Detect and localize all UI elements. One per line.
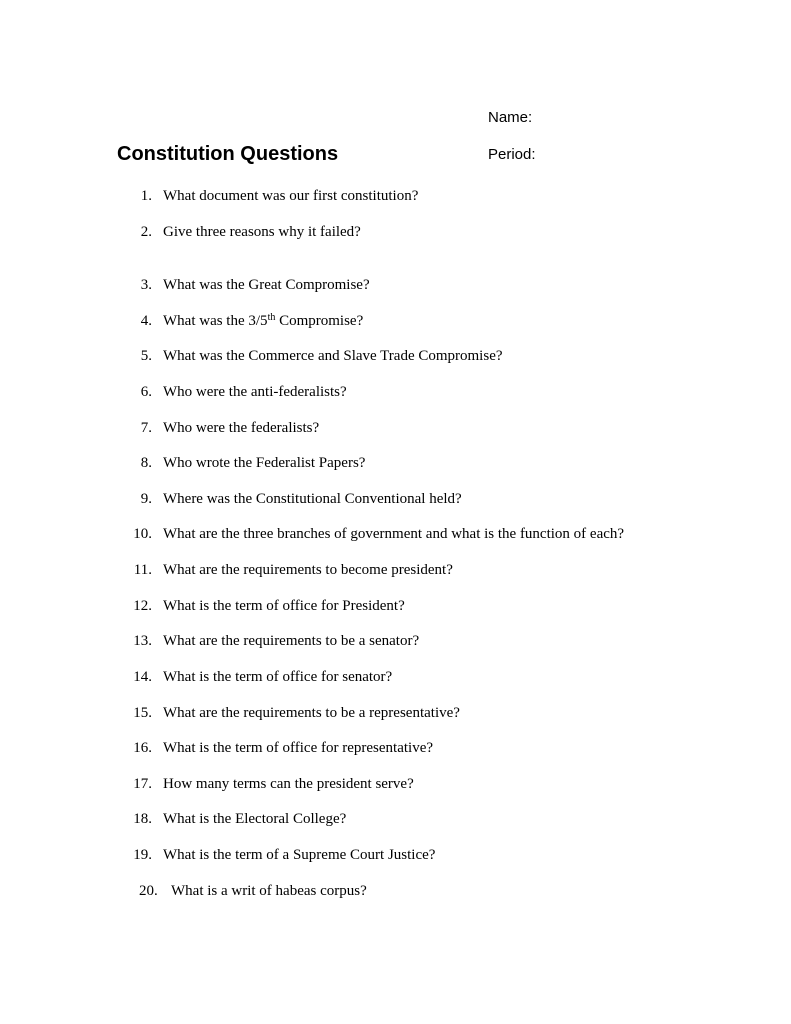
question-number: 14. — [133, 669, 152, 685]
question-text: Who wrote the Federalist Papers? — [163, 455, 366, 471]
page-title: Constitution Questions — [117, 143, 339, 165]
question-text: What are the three branches of government and what is the function of each? — [163, 526, 625, 542]
question-number: 20. — [139, 883, 158, 899]
question-text: Where was the Constitutional Conventional held? — [163, 491, 462, 507]
question-text: What are the requirements to be a representative? — [163, 705, 460, 721]
question-text: What is the term of a Supreme Court Justice? — [163, 847, 436, 863]
question-number: 18. — [133, 811, 152, 827]
question-number: 10. — [133, 526, 152, 542]
question-text: What is the term of office for President? — [163, 598, 405, 614]
question-text: What are the requirements to become president? — [163, 562, 453, 578]
question-text: What document was our first constitution? — [163, 188, 419, 204]
question-text: Give three reasons why it failed? — [163, 224, 361, 240]
question-number: 5. — [140, 348, 152, 364]
question-text: What are the requirements to be a senator? — [163, 633, 420, 649]
question-text: Who were the anti-federalists? — [163, 384, 347, 400]
question-number: 2. — [140, 224, 152, 240]
question-number: 17. — [133, 776, 152, 792]
question-number: 6. — [140, 384, 152, 400]
question-number: 19. — [133, 847, 152, 863]
question-number: 4. — [140, 313, 152, 329]
question-number: 1. — [140, 188, 152, 204]
question-text: What is the Electoral College? — [163, 811, 347, 827]
question-number: 3. — [140, 277, 152, 293]
question-text: What was the Great Compromise? — [163, 277, 370, 293]
superscript: th — [267, 312, 276, 323]
question-number: 9. — [140, 491, 152, 507]
question-number: 16. — [133, 740, 152, 756]
question-number: 12. — [133, 598, 152, 614]
question-text: What is a writ of habeas corpus? — [171, 883, 367, 899]
question-number: 8. — [140, 455, 152, 471]
question-number: 13. — [133, 633, 152, 649]
name-label: Name: — [488, 109, 533, 126]
question-text: What was the 3/5th Compromise? — [163, 312, 364, 329]
question-text: What was the Commerce and Slave Trade Compromise? — [163, 348, 503, 364]
question-text: What is the term of office for representative? — [163, 740, 434, 756]
question-text: What is the term of office for senator? — [163, 669, 393, 685]
question-number: 7. — [140, 420, 152, 436]
question-number: 11. — [133, 562, 152, 578]
question-text: Who were the federalists? — [163, 420, 320, 436]
question-number: 15. — [133, 705, 152, 721]
question-text: How many terms can the president serve? — [163, 776, 414, 792]
period-label: Period: — [488, 146, 536, 163]
